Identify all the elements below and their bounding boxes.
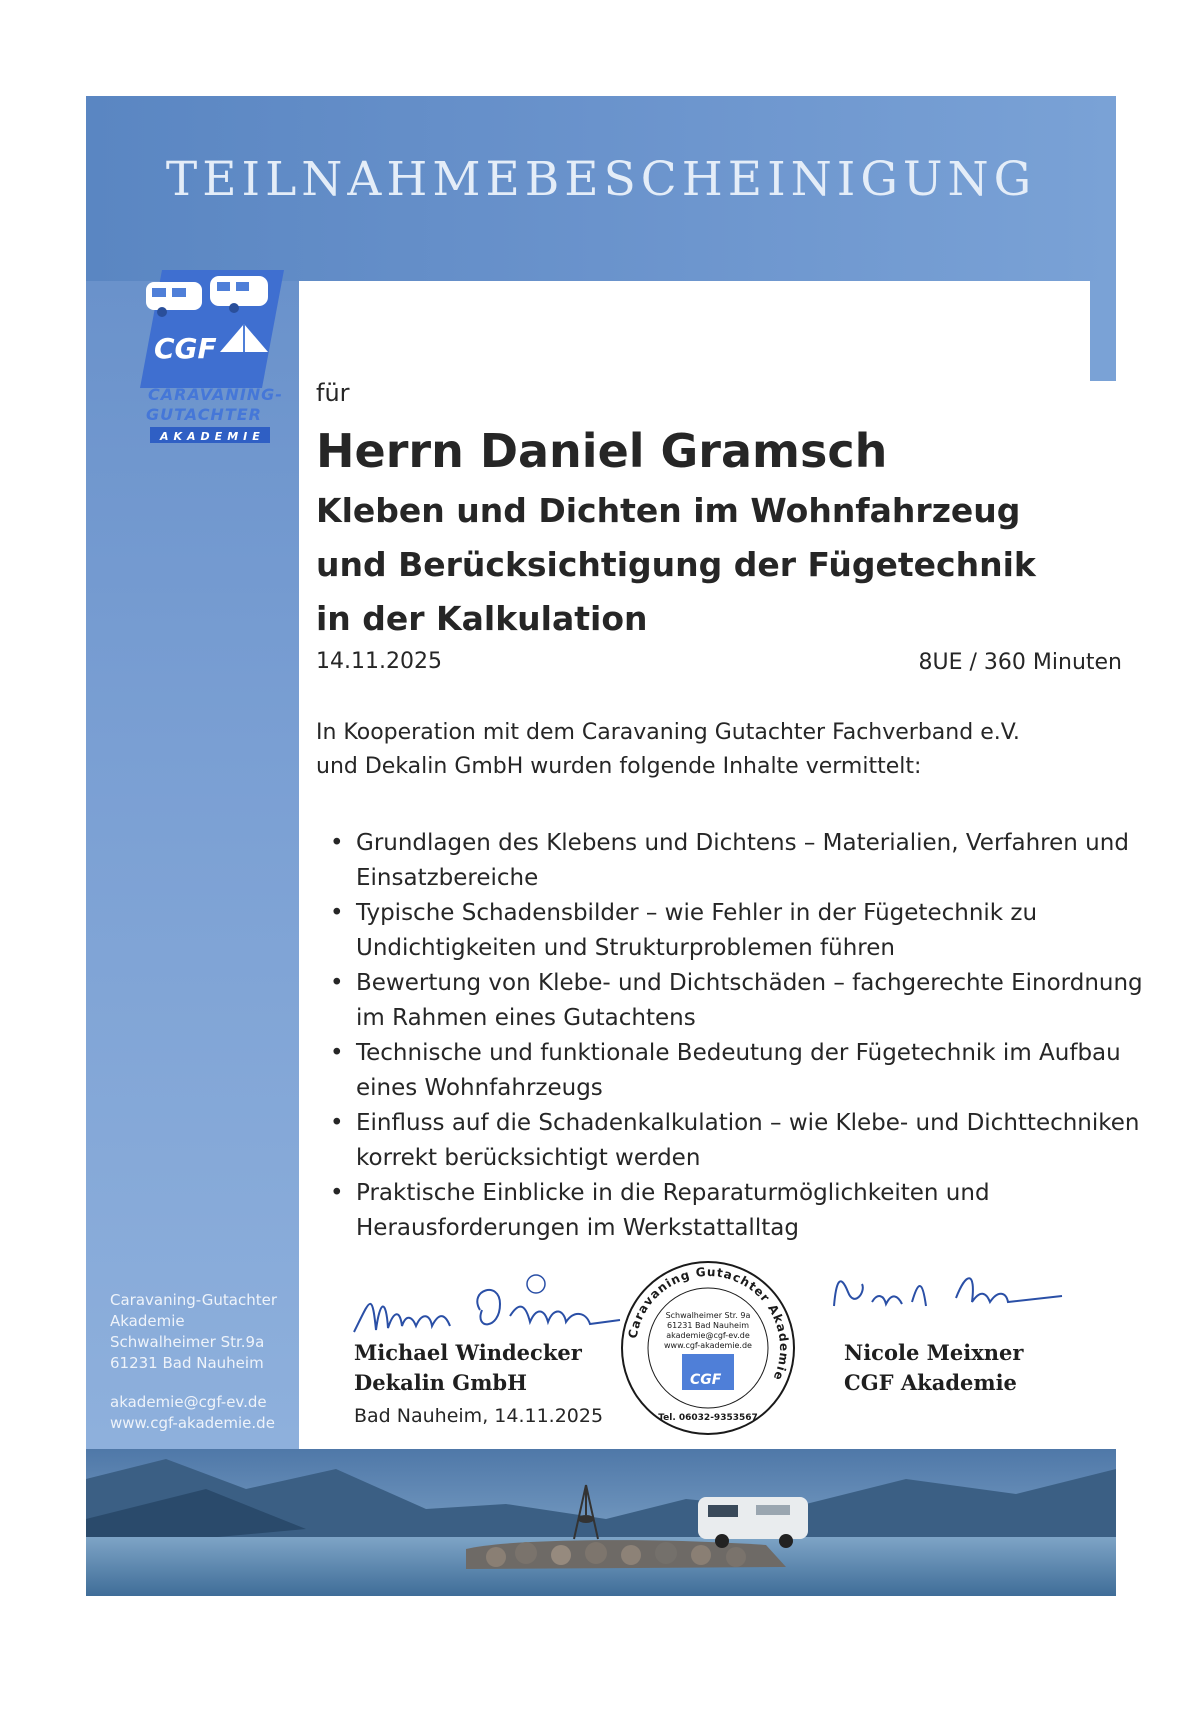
topic-item: • Technische und funktionale Bedeutung der Fügetechnik im Aufbau eines Wohnfahrzeugs — [330, 1036, 1150, 1106]
certificate-title: TEILNAHMEBESCHEINIGUNG — [165, 152, 1037, 207]
logo-line2: GUTACHTER — [146, 405, 262, 424]
course-title-line: in der Kalkulation — [316, 599, 648, 638]
place-date: Bad Nauheim, 14.11.2025 — [354, 1405, 604, 1427]
stamp-street: Schwalheimer Str. 9a — [665, 1311, 751, 1320]
topic-item: • Typische Schadensbilder – wie Fehler in der Fügetechnik zu Undichtigkeiten und Strukturproblemen führen — [330, 896, 1150, 966]
stamp-phone: Tel. 06032-9353567 — [658, 1413, 758, 1423]
sidebar-band — [86, 281, 299, 1449]
contact-email: akademie@cgf-ev.de — [110, 1393, 267, 1411]
stamp-web: www.cgf-akademie.de — [664, 1341, 752, 1350]
contact-block — [110, 1290, 277, 1434]
topic-item: • Einfluss auf die Schadenkalkulation – wie Klebe- und Dichttechniken korrekt berücksichtigt werden — [330, 1106, 1150, 1176]
caravan-logo-graphic — [140, 270, 290, 445]
signer-left-org: Dekalin GmbH — [354, 1370, 527, 1395]
topic-list — [330, 826, 1150, 1246]
recipient-prefix: für — [316, 379, 350, 407]
intro-line: und Dekalin GmbH wurden folgende Inhalte vermittelt: — [316, 754, 922, 779]
signature-michael-windecker — [350, 1270, 630, 1340]
topic-item: • Grundlagen des Klebens und Dichtens – Materialien, Verfahren und Einsatzbereiche — [330, 826, 1150, 896]
stamp-ring-text: Caravaning Gutachter Akademie — [625, 1264, 792, 1384]
intro-line: In Kooperation mit dem Caravaning Gutachter Fachverband e.V. — [316, 720, 1020, 745]
logo-line3: AKADEMIE — [160, 430, 265, 443]
recipient-name: Herrn Daniel Gramsch — [316, 424, 888, 478]
signature-nicole-meixner — [826, 1262, 1066, 1322]
signer-right-name: Nicole Meixner — [844, 1340, 1024, 1365]
cgf-logo — [140, 270, 290, 445]
course-duration: 8UE / 360 Minuten — [918, 650, 1122, 675]
signer-right-org: CGF Akademie — [844, 1370, 1017, 1395]
contact-org-line2: Akademie — [110, 1312, 185, 1330]
stamp-email: akademie@cgf-ev.de — [666, 1331, 750, 1340]
course-date: 14.11.2025 — [316, 649, 442, 674]
contact-web: www.cgf-akademie.de — [110, 1414, 275, 1432]
logo-line1: CARAVANING- — [148, 385, 283, 404]
contact-street: Schwalheimer Str.9a — [110, 1333, 265, 1351]
course-title-line: und Berücksichtigung der Fügetechnik — [316, 545, 1036, 584]
official-stamp — [618, 1258, 798, 1438]
bottom-landscape-image — [86, 1449, 1116, 1596]
signer-left-name: Michael Windecker — [354, 1340, 582, 1365]
contact-org-line1: Caravaning-Gutachter — [110, 1291, 277, 1309]
contact-city: 61231 Bad Nauheim — [110, 1354, 264, 1372]
stamp-city: 61231 Bad Nauheim — [667, 1321, 749, 1330]
logo-abbr: CGF — [154, 332, 217, 365]
topic-item: • Bewertung von Klebe- und Dichtschäden – fachgerechte Einordnung im Rahmen eines Gutachtens — [330, 966, 1150, 1036]
stamp-abbr: CGF — [690, 1372, 722, 1388]
header-band-edge — [1090, 281, 1116, 381]
topic-item: • Praktische Einblicke in die Reparaturmöglichkeiten und Herausforderungen im Werkstattalltag — [330, 1176, 1150, 1246]
course-title-line: Kleben und Dichten im Wohnfahrzeug — [316, 491, 1021, 530]
